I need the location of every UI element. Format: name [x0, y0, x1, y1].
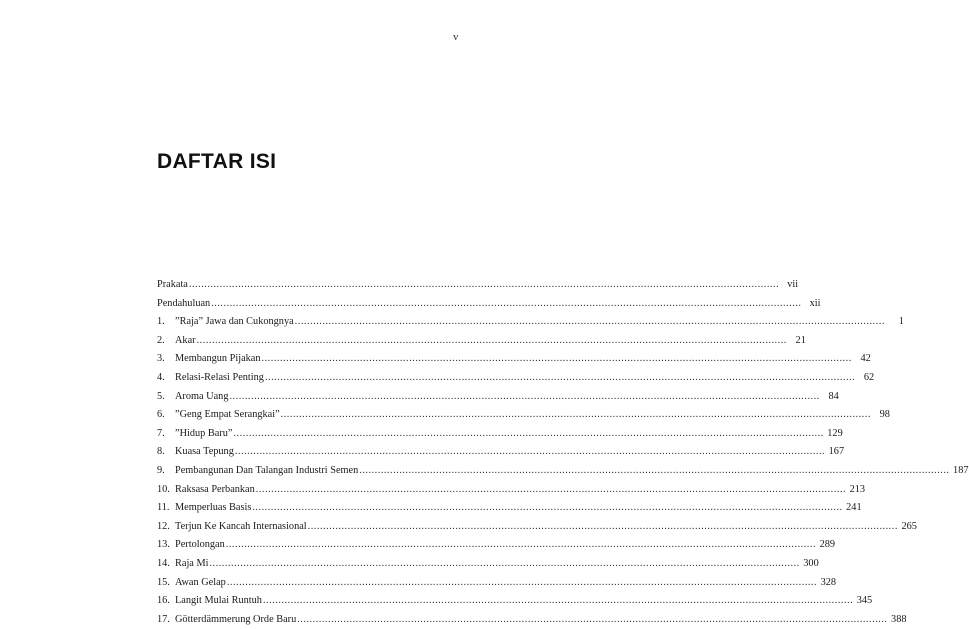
- toc-entry-title: Pembangunan Dan Talangan Industri Semen: [175, 464, 359, 476]
- toc-entry-page: 213: [849, 483, 866, 495]
- toc-entry-number: 13.: [157, 539, 170, 551]
- toc-entry-number: 17.: [157, 613, 170, 625]
- toc-leader-dots: [189, 276, 779, 295]
- toc-leader-dots: [359, 462, 949, 481]
- toc-entry-number: 2.: [157, 334, 165, 346]
- toc-entry-page: vii: [787, 279, 799, 290]
- toc-entry-title: Terjun Ke Kancah Internasional: [175, 520, 307, 532]
- toc-entry-number: 9.: [157, 464, 165, 476]
- toc-entry-page: 265: [901, 520, 917, 532]
- toc-entry-page: 84: [828, 390, 839, 402]
- toc-entry: [157, 388, 839, 407]
- toc-entry: [157, 425, 843, 444]
- toc-entry-page: 21: [795, 334, 806, 346]
- page-number: v: [453, 31, 459, 43]
- toc-entry-page: 62: [863, 371, 875, 383]
- toc-entry-page: 129: [827, 427, 843, 439]
- toc-leader-dots: [308, 518, 898, 537]
- toc-entry-number: 3.: [157, 353, 165, 365]
- toc-entry-page: 98: [879, 409, 890, 421]
- toc-entry-title: Prakata: [157, 279, 188, 290]
- toc-entry-title: Raja Mi: [175, 557, 209, 569]
- toc-entry: [157, 592, 873, 611]
- toc-entry-title: Akar: [175, 334, 196, 346]
- toc-entry: [157, 313, 904, 332]
- toc-entry-page: xii: [809, 297, 821, 309]
- toc-entry: [157, 555, 819, 574]
- toc-entry-page: 345: [856, 595, 873, 607]
- toc-entry-page: 300: [803, 557, 819, 569]
- toc-entry: [157, 518, 917, 537]
- toc-entry-title: Relasi-Relasi Penting: [175, 371, 264, 383]
- toc-leader-dots: [297, 611, 887, 629]
- toc-entry-title: ”Geng Empat Serangkai”: [175, 409, 280, 421]
- toc-leader-dots: [263, 592, 853, 611]
- toc-entry-title: ”Raja” Jawa dan Cukongnya: [175, 316, 294, 328]
- toc-entry-title: Awan Gelap: [175, 576, 226, 588]
- toc-leader-dots: [265, 369, 855, 388]
- toc-entry-number: 7.: [157, 427, 165, 439]
- toc-entry-number: 11.: [157, 502, 170, 514]
- toc-entry-title: Götterdämmerung Orde Baru: [175, 613, 297, 625]
- toc-entry: [157, 536, 836, 555]
- toc-entry-title: Pertolongan: [175, 539, 225, 551]
- toc-entry-page: 289: [819, 539, 836, 551]
- toc-leader-dots: [226, 536, 816, 555]
- toc-leader-dots: [262, 350, 852, 369]
- toc-entry-title: Kuasa Tepung: [175, 446, 234, 458]
- toc-leader-dots: [209, 555, 799, 574]
- toc-entry: [157, 499, 862, 518]
- toc-leader-dots: [197, 332, 787, 351]
- toc-entry-number: 10.: [157, 483, 170, 495]
- toc-entry-title: Memperluas Basis: [175, 502, 252, 514]
- toc-entry: [157, 481, 866, 500]
- toc-entry-number: 4.: [157, 371, 165, 383]
- toc-entry: [157, 443, 845, 462]
- toc-entry-number: 12.: [157, 520, 170, 532]
- toc-entry-page: 187: [953, 464, 969, 476]
- toc-entry-number: 6.: [157, 409, 165, 421]
- toc-entry: [157, 332, 806, 351]
- toc-entry-page: 241: [846, 502, 862, 514]
- toc-leader-dots: [281, 406, 871, 425]
- toc-leader-dots: [295, 313, 885, 332]
- toc-entry: [157, 276, 799, 295]
- toc-entry-number: 14.: [157, 557, 170, 569]
- toc-entry: [157, 350, 871, 369]
- toc-entry-page: 167: [828, 446, 845, 458]
- toc-entry-title: Pendahuluan: [157, 297, 211, 309]
- toc-entry-title: Aroma Uang: [175, 390, 229, 402]
- toc-entry: [157, 462, 969, 481]
- toc-entry-number: 1.: [157, 316, 165, 328]
- toc-entry-page: 328: [820, 576, 837, 588]
- toc-entry-number: 16.: [157, 595, 170, 607]
- toc-entry-title: ”Hidup Baru”: [175, 427, 233, 439]
- toc-leader-dots: [229, 388, 819, 407]
- toc-entry-number: 8.: [157, 446, 165, 458]
- toc-leader-dots: [235, 443, 825, 462]
- toc-leader-dots: [256, 481, 846, 500]
- toc-leader-dots: [233, 425, 823, 444]
- toc-leader-dots: [252, 499, 842, 518]
- toc-entry: [157, 406, 890, 425]
- toc-entry-title: Membangun Pijakan: [175, 353, 261, 365]
- toc-entry-number: 15.: [157, 576, 170, 588]
- toc-entry: [157, 611, 907, 629]
- toc-leader-dots: [211, 295, 801, 314]
- toc-entry: [157, 574, 837, 593]
- toc-entry-title: Langit Mulai Runtuh: [175, 595, 262, 607]
- table-of-contents: [157, 276, 969, 629]
- toc-entry-page: 388: [891, 613, 907, 625]
- toc-entry: [157, 369, 875, 388]
- toc-entry-number: 5.: [157, 390, 165, 402]
- toc-entry: [157, 295, 821, 314]
- toc-leader-dots: [227, 574, 817, 593]
- toc-entry-page: 42: [860, 353, 871, 365]
- toc-entry-page: 1: [898, 316, 904, 328]
- page-title: DAFTAR ISI: [157, 150, 277, 173]
- toc-entry-title: Raksasa Perbankan: [175, 483, 255, 495]
